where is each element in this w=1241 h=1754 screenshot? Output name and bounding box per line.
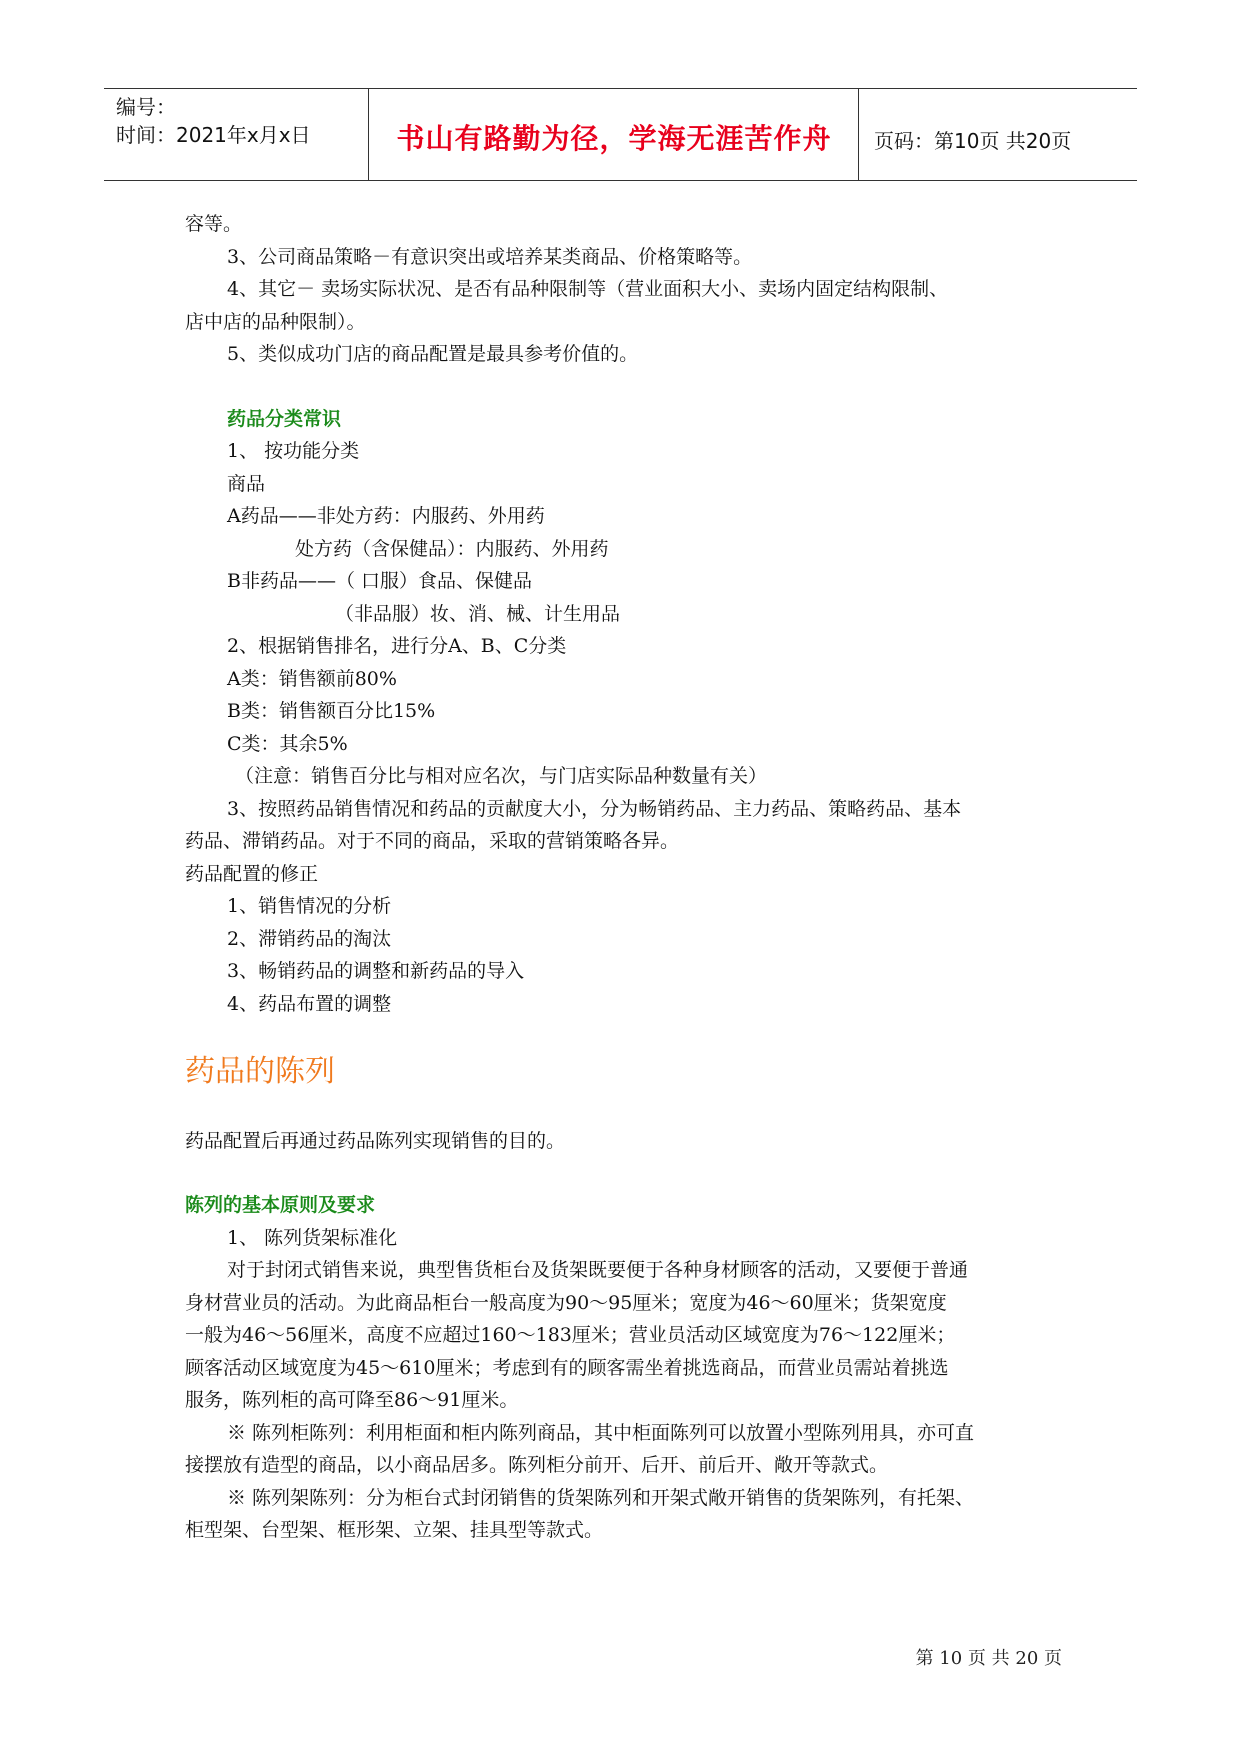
paragraph-line: 店中店的品种限制）。 bbox=[185, 310, 366, 333]
page-header bbox=[104, 88, 1137, 181]
chapter-heading: 药品的陈列 bbox=[185, 1054, 335, 1089]
paragraph-line: 柜型架、台型架、框形架、立架、挂具型等款式。 bbox=[185, 1519, 604, 1541]
section-heading: 药品分类常识 bbox=[227, 407, 342, 430]
paragraph-line: 服务，陈列柜的高可降至86～91厘米。 bbox=[185, 1389, 519, 1411]
paragraph-line: 容等。 bbox=[185, 213, 243, 235]
header-meta bbox=[116, 93, 311, 149]
paragraph-line: 处方药（含保健品）：内服药、外用药 bbox=[295, 537, 609, 560]
paragraph-line: A药品——非处方药：内服药、外用药 bbox=[227, 505, 545, 527]
paragraph-line: （注意：销售百分比与相对应名次，与门店实际品种数量有关） bbox=[235, 765, 768, 787]
page-footer: 第 10 页 共 20 页 bbox=[915, 1648, 1062, 1669]
paragraph-line: 药品配置后再通过药品陈列实现销售的目的。 bbox=[185, 1129, 566, 1152]
paragraph-line: 身材营业员的活动。为此商品柜台一般高度为90～95厘米；宽度为46～60厘米；货架宽度 bbox=[185, 1291, 947, 1314]
paragraph-line: 4、药品布置的调整 bbox=[227, 992, 392, 1015]
header-motto: 书山有路勤为径，学海无涯苦作舟 bbox=[396, 122, 832, 155]
header-page-number: 页码：第10页 共20页 bbox=[874, 129, 1072, 153]
paragraph-line: 1、 陈列货架标准化 bbox=[227, 1226, 398, 1249]
document-body bbox=[185, 208, 1065, 1547]
paragraph-line: 2、滞销药品的淘汰 bbox=[227, 927, 392, 950]
paragraph-line: B非药品——（ 口服）食品、保健品 bbox=[227, 570, 533, 592]
paragraph-line: 1、销售情况的分析 bbox=[227, 895, 392, 917]
header-divider bbox=[858, 89, 859, 180]
paragraph-line: 药品、滞销药品。对于不同的商品，采取的营销策略各异。 bbox=[185, 830, 680, 852]
paragraph-line: ※ 陈列架陈列：分为柜台式封闭销售的货架陈列和开架式敞开销售的货架陈列，有托架、 bbox=[227, 1486, 975, 1509]
paragraph-line: 2、根据销售排名，进行分A、B、C分类 bbox=[227, 635, 567, 657]
paragraph-line: ※ 陈列柜陈列：利用柜面和柜内陈列商品，其中柜面陈列可以放置小型陈列用具，亦可直 bbox=[227, 1421, 975, 1444]
paragraph-line: 对于封闭式销售来说，典型售货柜台及货架既要便于各种身材顾客的活动，又要便于普通 bbox=[227, 1259, 969, 1281]
time-label: 时间：2021年x月x日 bbox=[116, 123, 311, 147]
paragraph-line: B类：销售额百分比15% bbox=[227, 700, 436, 722]
paragraph-line: 3、按照药品销售情况和药品的贡献度大小，分为畅销药品、主力药品、策略药品、基本 bbox=[227, 797, 962, 820]
number-label: 编号： bbox=[116, 95, 176, 119]
paragraph-line: 顾客活动区域宽度为45～610厘米；考虑到有的顾客需坐着挑选商品，而营业员需站着挑选 bbox=[185, 1356, 949, 1379]
paragraph-line: 商品 bbox=[227, 472, 266, 495]
paragraph-line: 4、其它－ 卖场实际状况、是否有品种限制等（营业面积大小、卖场内固定结构限制、 bbox=[227, 278, 949, 300]
paragraph-line: 5、类似成功门店的商品配置是最具参考价值的。 bbox=[227, 343, 639, 365]
header-divider bbox=[368, 89, 369, 180]
paragraph-line: 一般为46～56厘米，高度不应超过160～183厘米；营业员活动区域宽度为76～122厘米； bbox=[185, 1324, 956, 1346]
paragraph-line: 3、畅销药品的调整和新药品的导入 bbox=[227, 960, 525, 982]
section-heading: 陈列的基本原则及要求 bbox=[185, 1194, 376, 1216]
paragraph-line: C类：其余5% bbox=[227, 732, 348, 755]
paragraph-line: 3、公司商品策略－有意识突出或培养某类商品、价格策略等。 bbox=[227, 245, 753, 268]
paragraph-line: A类：销售额前80% bbox=[227, 667, 397, 690]
paragraph-line: （非品服）妆、消、械、计生用品 bbox=[335, 602, 621, 625]
paragraph-line: 接摆放有造型的商品，以小商品居多。陈列柜分前开、后开、前后开、敞开等款式。 bbox=[185, 1454, 889, 1476]
paragraph-line: 1、 按功能分类 bbox=[227, 440, 360, 462]
paragraph-line: 药品配置的修正 bbox=[185, 862, 319, 885]
